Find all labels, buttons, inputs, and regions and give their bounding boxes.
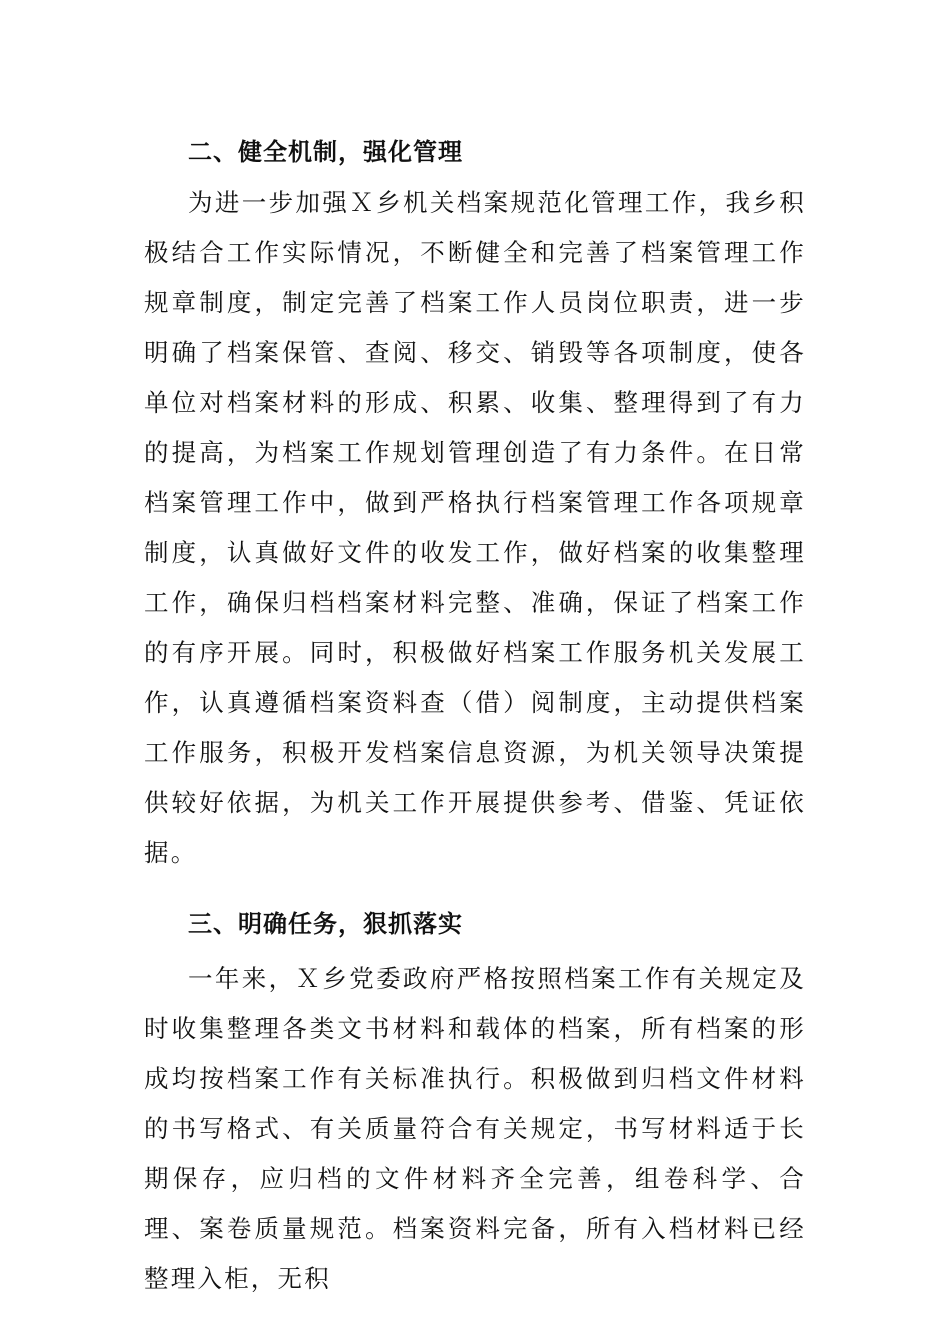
section-paragraph-mechanism: 为进一步加强Ｘ乡机关档案规范化管理工作，我乡积极结合工作实际情况，不断健全和完善了档案管理工作规章制度，制定完善了档案工作人员岗位职责，进一步明确了档案保管、查阅、移交、销毁等各项制度，使各单位对档案材料的形成、积累、收集、整理得到了有力的提高，为档案工作规划管理创造了有力条件。在日常档案管理工作中，做到严格执行档案管理工作各项规章制度，认真做好文件的收发工作，做好档案的收集整理工作，确保归档档案材料完整、准确，保证了档案工作的有序开展。同时，积极做好档案工作服务机关发展工作，认真遵循档案资料查（借）阅制度，主动提供档案工作服务，积极开发档案信息资源，为机关领导决策提供较好依据，为机关工作开展提供参考、借鉴、凭证依据。	[144, 188, 806, 867]
document-body	[144, 126, 806, 1304]
section-paragraph-tasks: 一年来，Ｘ乡党委政府严格按照档案工作有关规定及时收集整理各类文书材料和载体的档案，所有档案的形成均按档案工作有关标准执行。积极做到归档文件材料的书写格式、有关质量符合有关规定，书写材料适于长期保存，应归档的文件材料齐全完善，组卷科学、合理、案卷质量规范。档案资料完备，所有入档材料已经整理入柜，无积	[144, 964, 806, 1293]
section-heading-tasks: 三、明确任务，狠抓落实	[188, 910, 463, 938]
section-heading-mechanism: 二、健全机制，强化管理	[188, 138, 463, 166]
